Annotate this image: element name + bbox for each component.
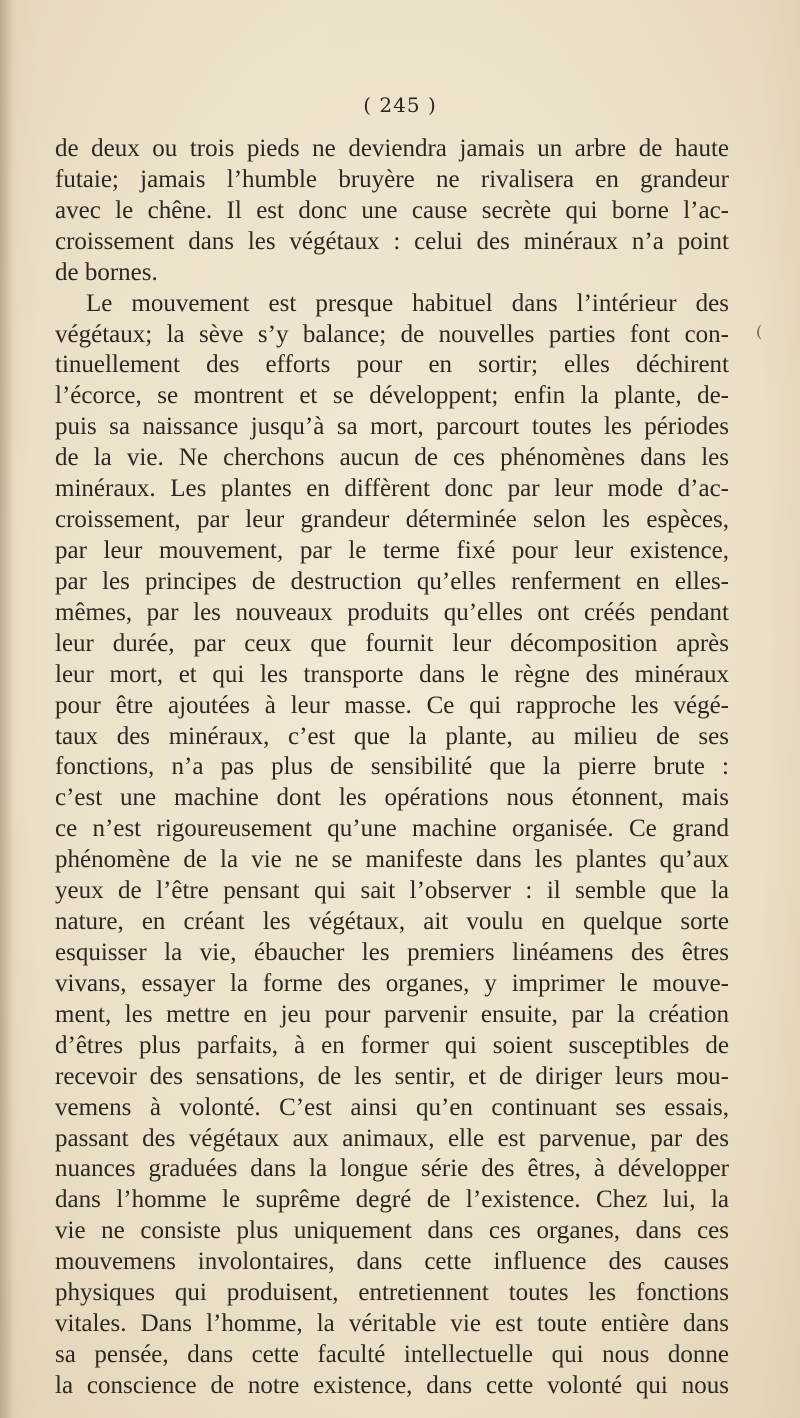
text-line: leur durée, par ceux que fournit leur décomposition après: [55, 629, 729, 657]
text-line: futaie; jamais l’humble bruyère ne rivalisera en grandeur: [55, 165, 729, 193]
margin-mark: (: [756, 322, 763, 341]
text-line: Le mouvement est presque habituel dans l’intérieur des: [86, 289, 729, 317]
spine-shadow: [0, 0, 14, 1418]
text-line: esquisser la vie, ébaucher les premiers linéamens des êtres: [55, 938, 729, 966]
text-line: la conscience de notre existence, dans cette volonté qui nous: [55, 1371, 729, 1399]
text-line: l’écorce, se montrent et se développent; enfin la plante, de-: [55, 382, 729, 410]
page-number: ( 245 ): [363, 93, 437, 117]
text-line: croissement dans les végétaux : celui des minéraux n’a point: [55, 227, 729, 255]
text-line: vie ne consiste plus uniquement dans ces organes, dans ces: [55, 1217, 729, 1245]
text-line: par leur mouvement, par le terme fixé pour leur existence,: [55, 536, 729, 564]
text-line: fonctions, n’a pas plus de sensibilité que la pierre brute :: [55, 753, 729, 781]
text-line: recevoir des sensations, de les sentir, et de diriger leurs mou-: [55, 1062, 729, 1090]
text-line: tinuellement des efforts pour en sortir; elles déchirent: [55, 351, 729, 379]
text-line: passant des végétaux aux animaux, elle est parvenue, par des: [55, 1124, 729, 1152]
text-line: avec le chêne. Il est donc une cause secrète qui borne l’ac-: [55, 196, 729, 224]
text-line: sa pensée, dans cette faculté intellectuelle qui nous donne: [55, 1340, 729, 1368]
text-line: vitales. Dans l’homme, la véritable vie est toute entière dans: [55, 1310, 729, 1338]
text-line: dans l’homme le suprême degré de l’existence. Chez lui, la: [55, 1186, 729, 1214]
text-line: vemens à volonté. C’est ainsi qu’en continuant ses essais,: [55, 1093, 729, 1121]
text-line: de la vie. Ne cherchons aucun de ces phénomènes dans les: [55, 444, 729, 472]
text-line: pour être ajoutées à leur masse. Ce qui rapproche les végé-: [55, 691, 729, 719]
text-line: puis sa naissance jusqu’à sa mort, parcourt toutes les périodes: [55, 413, 729, 441]
text-line: de deux ou trois pieds ne deviendra jamais un arbre de haute: [55, 135, 729, 162]
text-line: taux des minéraux, c’est que la plante, au milieu de ses: [55, 722, 729, 750]
text-line: ment, les mettre en jeu pour parvenir ensuite, par la création: [55, 1000, 729, 1028]
text-line: ce n’est rigoureusement qu’une machine organisée. Ce grand: [55, 815, 729, 843]
text-line: mouvemens involontaires, dans cette influence des causes: [55, 1248, 729, 1276]
text-line: physiques qui produisent, entretiennent toutes les fonctions: [55, 1279, 729, 1307]
text-line: phénomène de la vie ne se manifeste dans les plantes qu’aux: [55, 846, 729, 874]
text-line: vivans, essayer la forme des organes, y imprimer le mouve-: [55, 969, 729, 997]
text-line: de bornes.: [55, 258, 158, 286]
text-line: croissement, par leur grandeur déterminée selon les espèces,: [55, 506, 729, 534]
text-line: nature, en créant les végétaux, ait voulu en quelque sorte: [55, 908, 729, 936]
text-line: minéraux. Les plantes en diffèrent donc par leur mode d’ac-: [55, 475, 729, 503]
body-text: [55, 134, 729, 1402]
text-line: c’est une machine dont les opérations nous étonnent, mais: [55, 784, 729, 812]
text-line: nuances graduées dans la longue série des êtres, à développer: [55, 1155, 729, 1183]
text-line: yeux de l’être pensant qui sait l’observer : il semble que la: [55, 877, 729, 905]
text-line: par les principes de destruction qu’elles renferment en elles-: [55, 567, 729, 595]
text-line: mêmes, par les nouveaux produits qu’elles ont créés pendant: [55, 598, 729, 626]
text-line: d’êtres plus parfaits, à en former qui soient susceptibles de: [55, 1031, 729, 1059]
text-line: végétaux; la sève s’y balance; de nouvelles parties font con-: [55, 320, 729, 348]
text-line: leur mort, et qui les transporte dans le règne des minéraux: [55, 660, 729, 688]
